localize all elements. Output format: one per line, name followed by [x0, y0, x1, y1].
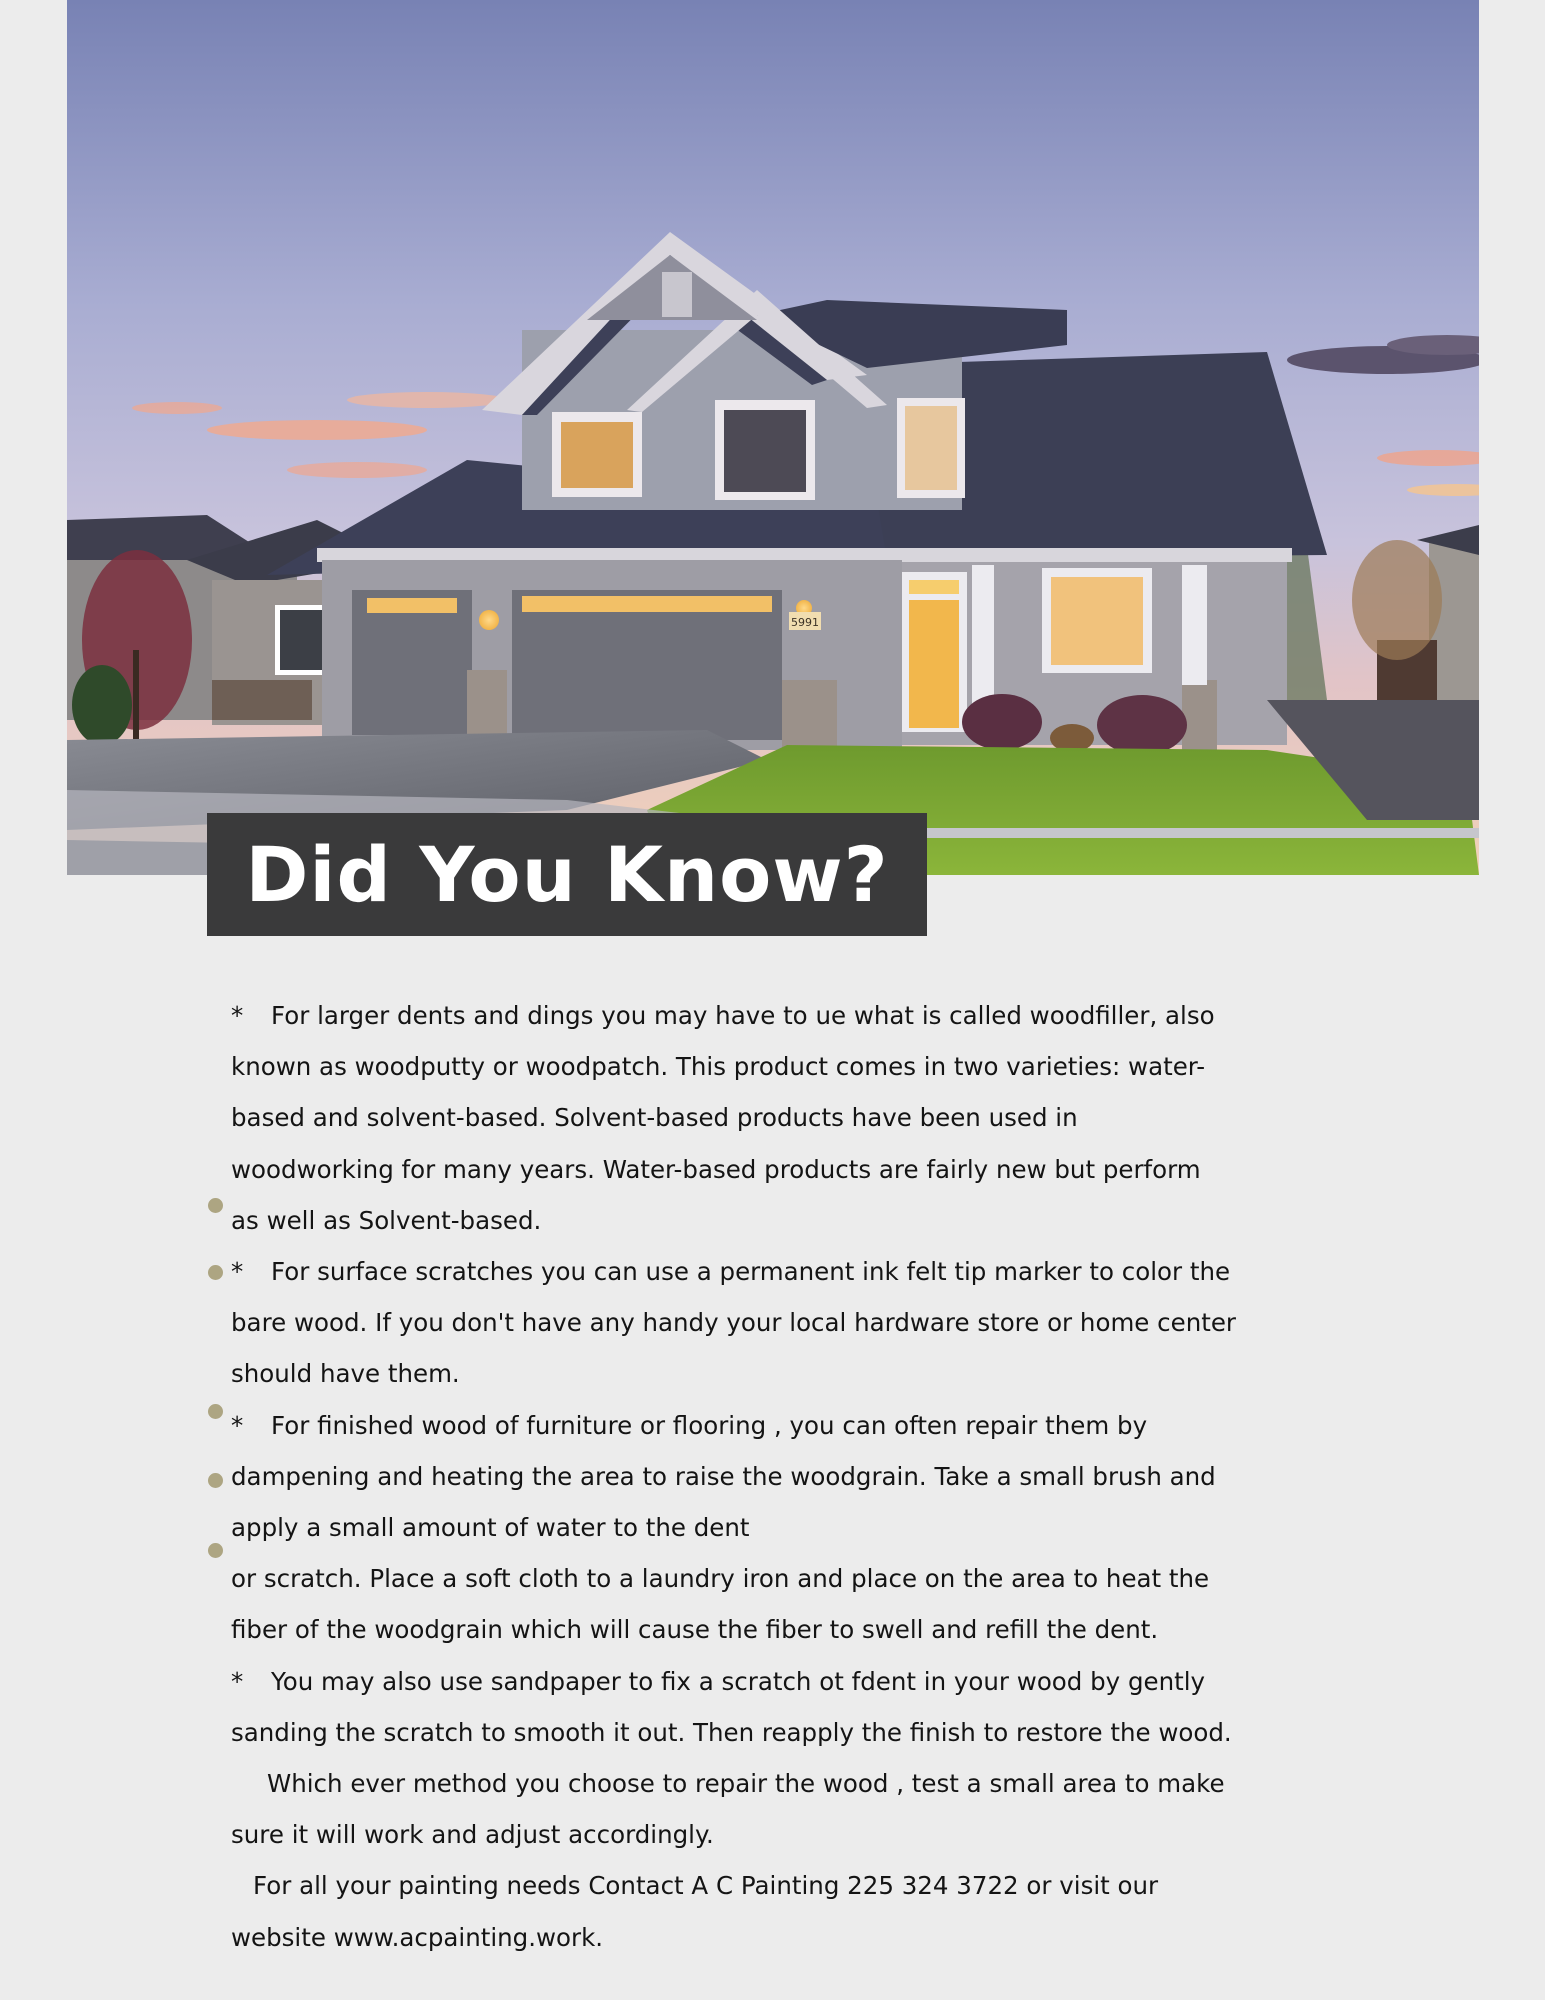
bullet-dot	[208, 1543, 223, 1558]
text-line: as well as Solvent-based.	[231, 1205, 542, 1235]
tip-paragraph	[231, 1656, 1341, 1758]
article-body	[231, 990, 1341, 1963]
tip-paragraph	[231, 990, 1341, 1246]
bullet-dot	[208, 1473, 223, 1488]
text-line: dampening and heating the area to raise the woodgrain. Take a small brush and	[231, 1461, 1216, 1491]
text-line: should have them.	[231, 1359, 460, 1389]
house-number: 5991	[791, 616, 819, 629]
text-line: For larger dents and dings you may have to ue what is called woodfiller, also	[271, 1001, 1215, 1030]
tip-paragraph	[231, 1400, 1341, 1656]
text-line: Which ever method you choose to repair the wood , test a small area to make	[267, 1769, 1225, 1799]
bullet-dot	[208, 1404, 223, 1419]
bullet-dot	[208, 1198, 223, 1213]
text-line: known as woodputty or woodpatch. This product comes in two varieties: water-	[231, 1052, 1206, 1082]
text-line: or scratch. Place a soft cloth to a laundry iron and place on the area to heat the	[231, 1564, 1210, 1594]
text-line: bare wood. If you don't have any handy your local hardware store or home center	[231, 1308, 1236, 1338]
text-line: sure it will work and adjust accordingly.	[231, 1820, 714, 1850]
text-line: fiber of the woodgrain which will cause the fiber to swell and refill the dent.	[231, 1615, 1159, 1645]
hero-house-image	[67, 0, 1479, 875]
bullet-marker: *	[231, 1001, 244, 1030]
title-banner	[207, 813, 927, 936]
contact-website: website www.acpainting.work.	[231, 1922, 604, 1952]
text-line: For surface scratches you can use a permanent ink felt tip marker to color the	[271, 1257, 1231, 1287]
bullet-marker: *	[231, 1410, 244, 1440]
text-line: For finished wood of furniture or flooring , you can often repair them by	[271, 1410, 1148, 1440]
page-title: Did You Know?	[245, 830, 889, 919]
tip-paragraph	[231, 1246, 1341, 1400]
text-line: woodworking for many years. Water-based products are fairly new but perform	[231, 1154, 1201, 1184]
closing-paragraph	[231, 1758, 1341, 1860]
text-line: For all your painting needs Contact A C Painting 225 324 3722 or visit our	[253, 1871, 1159, 1901]
bullet-marker: *	[231, 1666, 244, 1696]
text-line: based and solvent-based. Solvent-based products have been used in	[231, 1103, 1078, 1133]
text-line: sanding the scratch to smooth it out. Then reapply the finish to restore the wood.	[231, 1717, 1232, 1747]
bullet-marker: *	[231, 1257, 244, 1287]
text-line: You may also use sandpaper to fix a scratch ot fdent in your wood by gently	[271, 1666, 1206, 1696]
text-line: apply a small amount of water to the dent	[231, 1513, 750, 1543]
contact-paragraph	[231, 1860, 1341, 1962]
bullet-dot	[208, 1265, 223, 1280]
